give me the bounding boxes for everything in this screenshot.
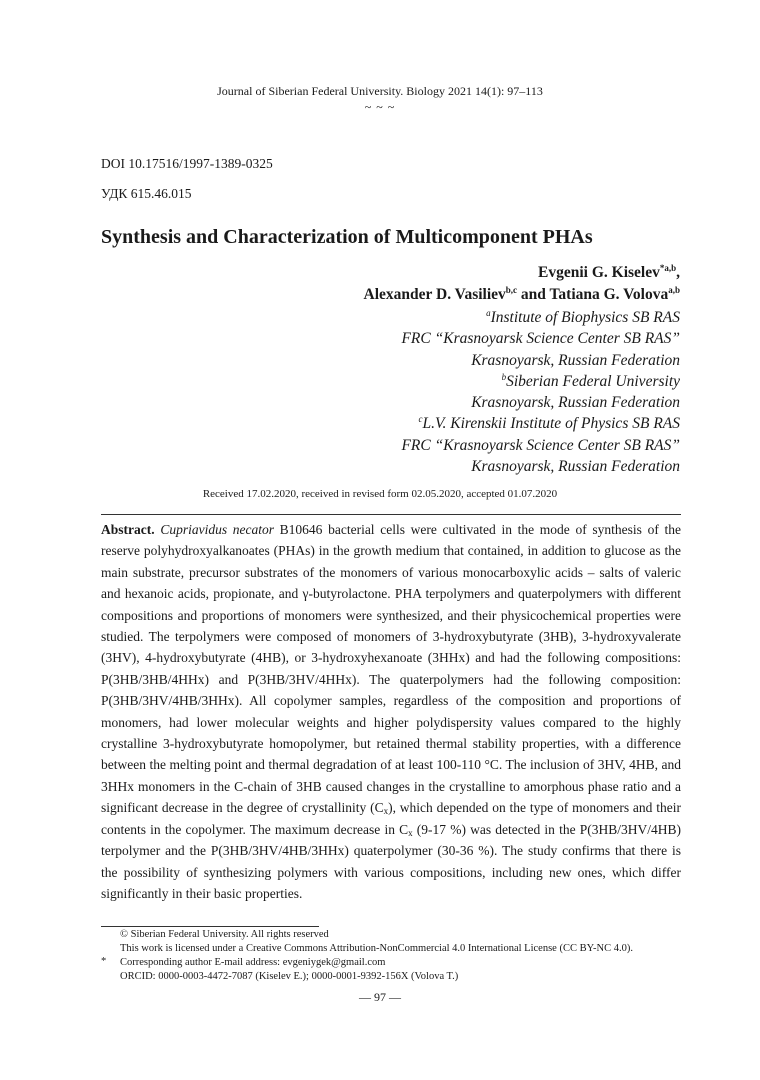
author-line-2	[364, 286, 680, 304]
affiliation-line	[401, 328, 680, 349]
affiliation-line	[401, 413, 680, 434]
received-dates: Received 17.02.2020, received in revised form 02.05.2020, accepted 01.07.2020	[202, 488, 558, 500]
affiliation-marker: c	[418, 414, 423, 425]
author-name: Tatiana G. Volova	[549, 286, 669, 303]
footnote-corresponding-author: Corresponding author E-mail address: evgeniygek@gmail.com	[120, 957, 386, 968]
affiliation-text: FRC “Krasnoyarsk Science Center SB RAS”	[401, 436, 680, 454]
affiliation-line	[401, 371, 680, 392]
affiliation-line	[401, 435, 680, 456]
author-affiliation-marker: a,b	[668, 285, 680, 295]
abstract-text: (9-17 %) was detected in the P(3HB/3HV/4HB) terpolymer and the P(3HB/3HV/4HB/3HHx) quaterpolymer (30-36 %). The study confirms that there is the possibility of synthesizing polymers with various compositions, including new ones, which differ significantly in their basic properties.	[101, 821, 682, 901]
abstract	[101, 519, 681, 904]
author-separator: ,	[676, 264, 680, 281]
affiliation-text: Institute of Biophysics SB RAS	[490, 309, 680, 326]
affiliation-text: Siberian Federal University	[506, 372, 680, 390]
affiliation-marker: a	[486, 308, 491, 318]
footnote-copyright: © Siberian Federal University. All rights reserved	[120, 929, 329, 940]
affiliation-text: Krasnoyarsk, Russian Federation	[471, 351, 680, 369]
author-name: Alexander D. Vasiliev	[363, 286, 506, 303]
udk-code: УДК 615.46.015	[101, 186, 192, 201]
abstract-text: ), which depended on the type of monomers and their contents in the copolymer. The maximum decrease in C	[101, 800, 681, 837]
affiliation-line	[401, 307, 680, 328]
affiliation-text: L.V. Kirenskii Institute of Physics SB RAS	[422, 415, 680, 433]
author-line-1	[538, 264, 680, 282]
affiliation-text: Krasnoyarsk, Russian Federation	[471, 458, 680, 476]
footnote-asterisk: *	[101, 956, 107, 967]
affiliation-line	[401, 350, 680, 371]
affiliation-marker: b	[501, 371, 507, 382]
author-affiliation-marker: b,c	[505, 285, 518, 295]
subscript: x	[383, 806, 389, 817]
affiliation-line	[401, 392, 680, 413]
footnote-license: This work is licensed under a Creative Commons Attribution-NonCommercial 4.0 International License (CC BY-NC 4.0).	[120, 943, 633, 954]
header-ornament: ~ ~ ~	[364, 100, 396, 114]
abstract-label: Abstract.	[101, 522, 155, 537]
abstract-divider	[101, 514, 681, 515]
affiliations	[401, 307, 680, 477]
affiliation-line	[401, 456, 680, 477]
footnote-divider	[101, 926, 319, 927]
subscript: x	[408, 827, 413, 838]
abstract-text: B10646 bacterial cells were cultivated in the mode of synthesis of the reserve polyhydroxyalkanoates (PHAs) in the growth medium that contained, in addition to glucose as the main substrate, precursor substrates of the monomers of various monocarboxylic acids – salts of valeric and hexanoic acids, propionate, and γ-butyrolactone. PHA terpolymers and quaterpolymers with different compositions and proportions of monomers were synthesized, and their physicochemical properties were studied. The terpolymers were composed of monomers of 3-hydroxybutyrate (3HB), 3-hydroxyvalerate (3HV), 4-hydroxybutyrate (4HB), or 3-hydroxyhexanoate (3HHx) and had the following compositions: P(3HB/3HB/4HHx) and P(3HB/3HV/4HHx). The quaterpolymers had the following composition: P(3HB/3HV/4HB/3HHx). All copolymer samples, regardless of the composition and proportions of monomers, had lower molecular weights and higher polydispersity values compared to the highly crystalline 3-hydroxybutyrate homopolymer, but retained thermal stability properties, with a difference between the melting point and thermal degradation of at least 100-110 °C. The inclusion of 3HV, 4HB, and 3HHx monomers in the C-chain of 3HB caused changes in the crystalline to amorphous phase ratio and a significant decrease in the degree of crystallinity (C	[101, 522, 681, 816]
author-affiliation-marker: *a,b	[659, 263, 677, 273]
species-name: Cupriavidus necator	[160, 522, 274, 537]
page-number: — 97 —	[359, 990, 401, 1004]
author-conjunction: and	[517, 286, 550, 303]
doi: DOI 10.17516/1997-1389-0325	[101, 156, 273, 171]
affiliation-text: FRC “Krasnoyarsk Science Center SB RAS”	[401, 330, 680, 348]
article-title: Synthesis and Characterization of Multicomponent PHAs	[101, 226, 593, 248]
footnote-orcid: ORCID: 0000-0003-4472-7087 (Kiselev E.); 0000-0001-9392-156X (Volova T.)	[120, 971, 459, 982]
affiliation-text: Krasnoyarsk, Russian Federation	[471, 394, 680, 412]
journal-header: Journal of Siberian Federal University. Biology 2021 14(1): 97–113	[217, 84, 543, 98]
author-name: Evgenii G. Kiselev	[538, 264, 660, 281]
